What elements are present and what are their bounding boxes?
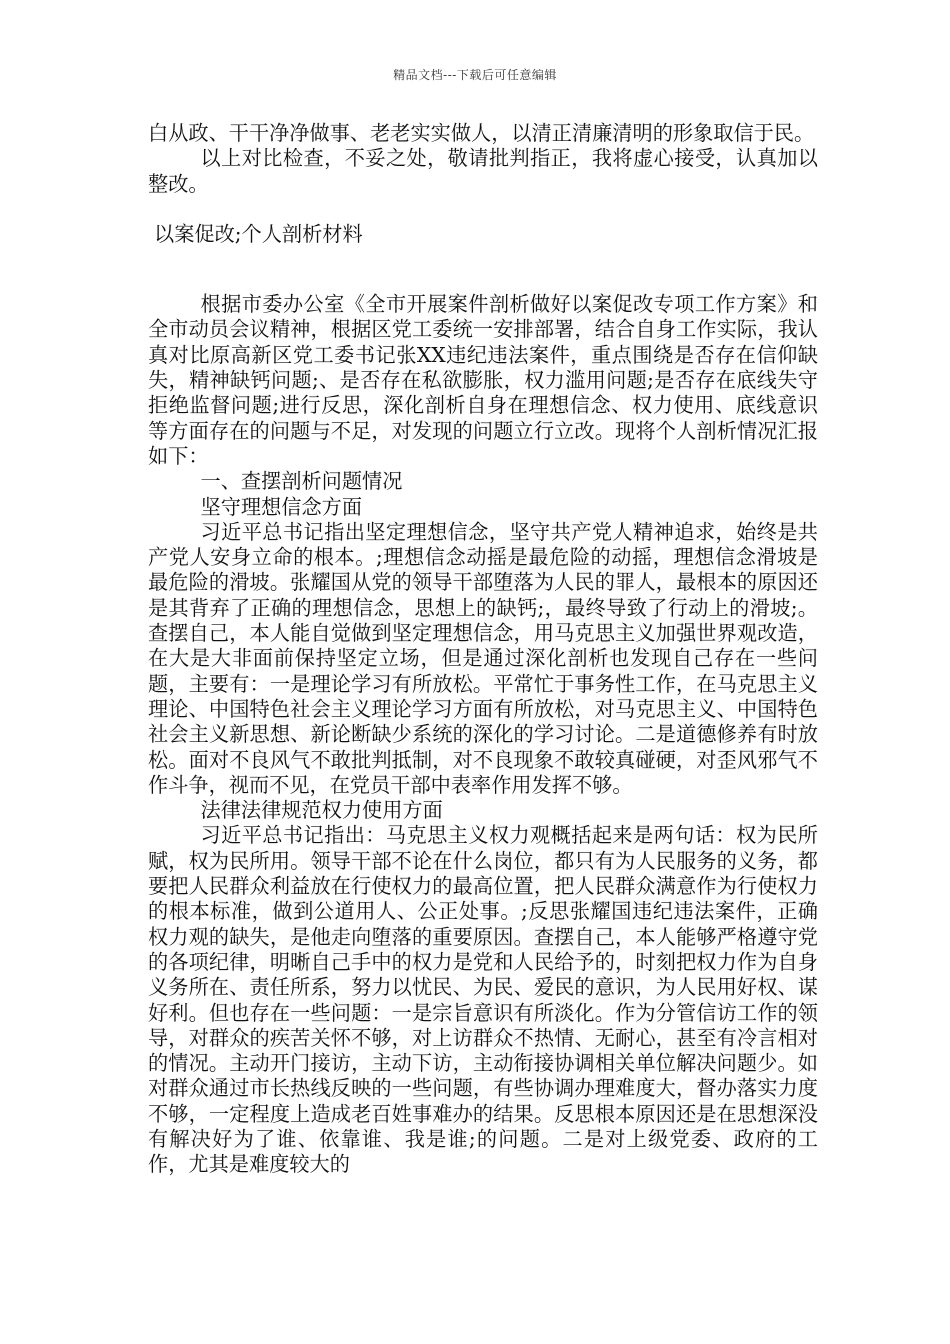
paragraph-intro: 根据市委办公室《全市开展案件剖析做好以案促改专项工作方案》和全市动员会议精神，根据区党工委统一安排部署，结合自身工作实际，我认真对比原高新区党工委书记张XX违纪违法案件，重点围绕是否存在信仰缺失，精神缺钙问题;、是否存在私欲膨胀，权力滥用问题;是否存在底线失守拒绝监督问题;进行反思，深化剖析自身在理想信念、权力使用、底线意识等方面存在的问题与不足，对发现的问题立行立改。现将个人剖析情况汇报如下： (148, 292, 818, 468)
document-title: 以案促改;个人剖析材料 (154, 221, 363, 246)
section-heading: 一、查摆剖析问题情况 (200, 469, 403, 494)
document-body (148, 121, 818, 1178)
page-header: 精品文档---下载后可任意编辑 (393, 68, 557, 82)
subsection-heading-ideals: 坚守理想信念方面 (200, 494, 363, 519)
paragraph-closing: 以上对比检查，不妥之处，敬请批判指正，我将虚心接受，认真加以整改。 (148, 146, 818, 196)
paragraph-ideals: 习近平总书记指出坚定理想信念，坚守共产党人精神追求，始终是共产党人安身立命的根本。;理想信念动摇是最危险的动摇，理想信念滑坡是最危险的滑坡。张耀国从党的领导干部堕落为人民的罪人，最根本的原因还是其背弃了正确的理想信念，思想上的缺钙;，最终导致了行动上的滑坡;。查摆自己，本人能自觉做到坚定理想信念，用马克思主义加强世界观改造，在大是大非面前保持坚定立场，但是通过深化剖析也发现自己存在一些问题，主要有：一是理论学习有所放松。平常忙于事务性工作，在马克思主义理论、中国特色社会主义理论学习方面有所放松，对马克思主义、中国特色社会主义新思想、新论断缺少系统的深化的学习讨论。二是道德修养有时放松。面对不良风气不敢批判抵制，对不良现象不敢较真碰硬，对歪风邪气不作斗争，视而不见，在党员干部中表率作用发挥不够。 (148, 519, 818, 797)
subsection-heading-power: 法律法律规范权力使用方面 (200, 798, 443, 823)
paragraph-continuation: 白从政、干干净净做事、老老实实做人，以清正清廉清明的形象取信于民。 (148, 121, 815, 145)
paragraph-power: 习近平总书记指出：马克思主义权力观概括起来是两句话：权为民所赋，权为民所用。领导干部不论在什么岗位，都只有为人民服务的义务，都要把人民群众利益放在行使权力的最高位置，把人民群众满意作为行使权力的根本标准，做到公道用人、公正处事。;反思张耀国违纪违法案件，正确权力观的缺失，是他走向堕落的重要原因。查摆自己，本人能够严格遵守党的各项纪律，明晰自己手中的权力是党和人民给予的，时刻把权力作为自身义务所在、责任所系，努力以忧民、为民、爱民的意识，为人民用好权、谋好利。但也存在一些问题：一是宗旨意识有所淡化。作为分管信访工作的领导，对群众的疾苦关怀不够，对上访群众不热情、无耐心，甚至有冷言相对的情况。主动开门接访，主动下访，主动衔接协调相关单位解决问题少。如对群众通过市长热线反映的一些问题，有些协调办理难度大，督办落实力度不够，一定程度上造成老百姓事难办的结果。反思根本原因还是在思想深没有解决好为了谁、依靠谁、我是谁;的问题。二是对上级党委、政府的工作，尤其是难度较大的 (148, 823, 818, 1177)
